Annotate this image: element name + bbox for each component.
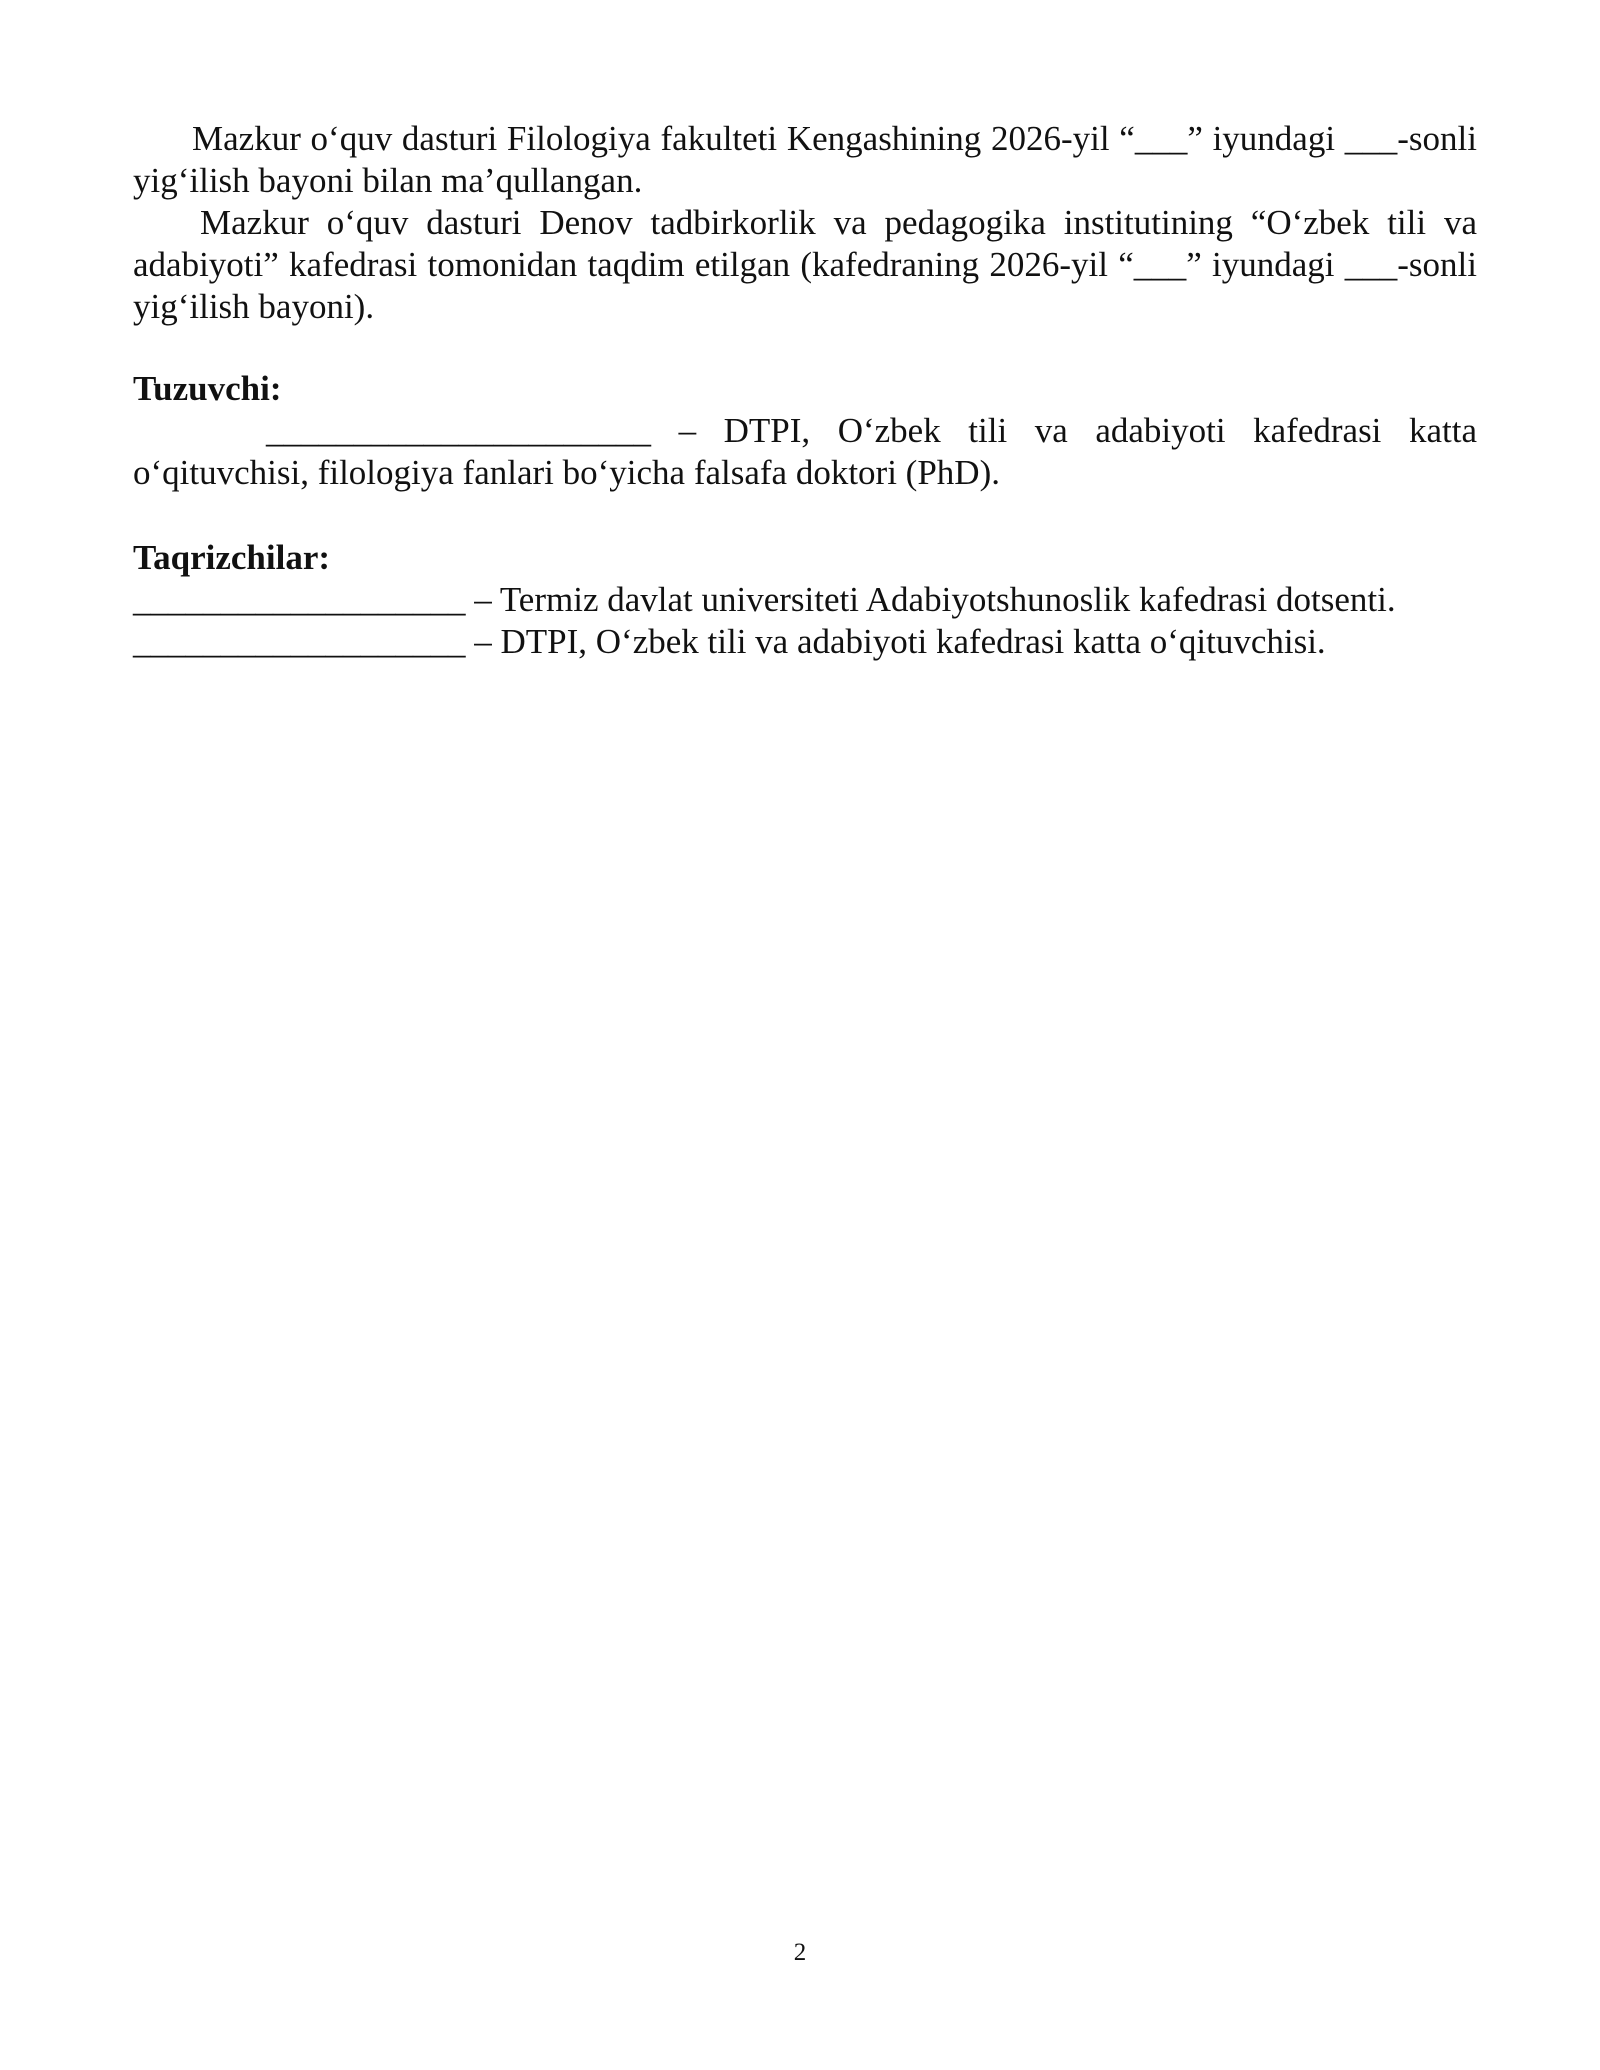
compiler-line [133, 410, 1477, 494]
page-number: 2 [793, 1939, 807, 1966]
compiler-signature-blank: ______________________ [266, 411, 651, 450]
reviewer-line [133, 621, 1477, 663]
compiler-heading: Tuzuvchi: [133, 369, 282, 408]
approval-paragraph: Mazkur o‘quv dasturi Filologiya fakulteti Kengashining 2026-yil “___” iyundagi ___-sonli yig‘ilish bayoni bilan ma’qullangan. [133, 119, 1477, 200]
page-content [133, 118, 1477, 663]
reviewers-heading: Taqrizchilar: [133, 538, 331, 577]
submission-paragraph: Mazkur o‘quv dasturi Denov tadbirkorlik va pedagogika institutining “O‘zbek tili va adabiyoti” kafedrasi tomonidan taqdim etilgan (kafedraning 2026-yil “___” iyundagi ___-sonli yig‘ilish bayoni). [133, 203, 1477, 326]
reviewer-description: – Termiz davlat universiteti Adabiyotshunoslik kafedrasi dotsenti. [465, 580, 1396, 619]
reviewer-description: – DTPI, O‘zbek tili va adabiyoti kafedrasi katta o‘qituvchisi. [465, 622, 1326, 661]
reviewer-line [133, 579, 1477, 621]
compiler-description: – DTPI, O‘zbek tili va adabiyoti kafedrasi katta o‘qituvchisi, filologiya fanlari bo‘yicha falsafa doktori (PhD). [133, 411, 1477, 492]
reviewer-signature-blank: ___________________ [133, 622, 466, 661]
reviewer-signature-blank: ___________________ [133, 580, 466, 619]
